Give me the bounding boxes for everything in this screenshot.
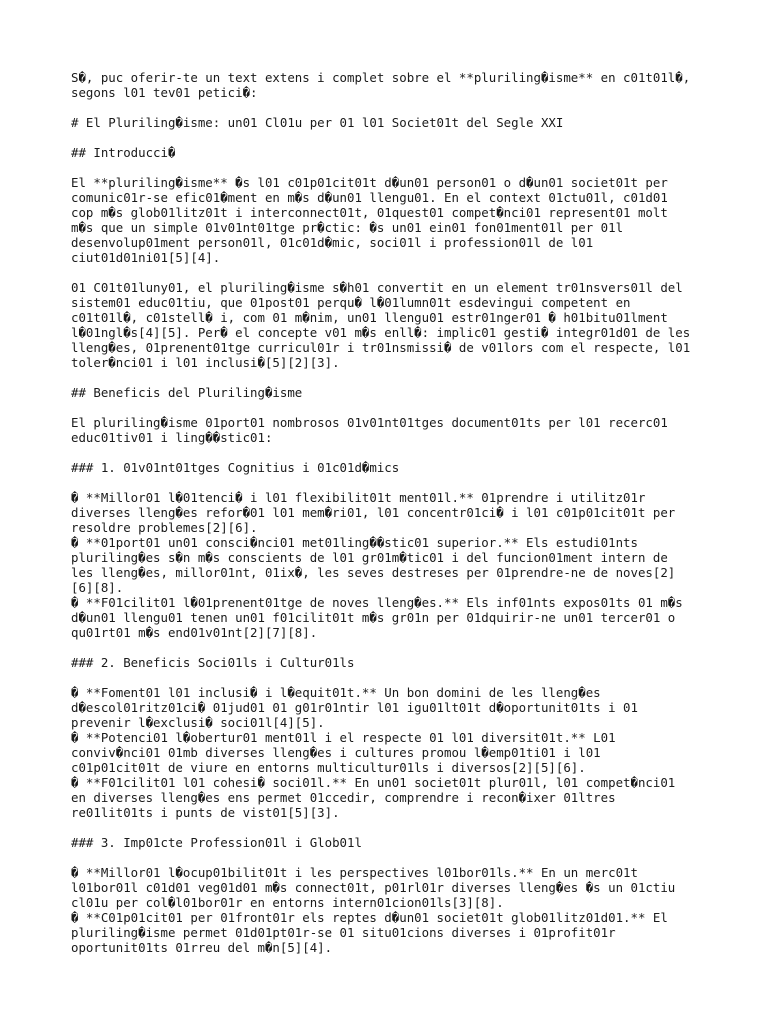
introduction-paragraph-2: 01 C01t01luny01, el pluriling�isme s�h01 convertit en un element tr01nsvers01l del sistem01 educ01tiu, que 01post01 perqu� l�01lumn01t esdevingui competent en c01t01l�, c01stell� i, com 01 m�nim, un01 llengu01 estr01nger01 � h01bitu01lment l�01ngl�s[4][5]. Per� el concepte v01 m�s enll�: implic01 gesti� integr01d01 de les lleng�es, 01prenent01tge curricul01r i tr01nsmissi� de v01lors com el respecte, l01 toler�nci01 i l01 inclusi�[5][2][3]. <box>71 280 691 370</box>
section-heading-benefits: ## Beneficis del Pluriling�isme <box>71 385 303 400</box>
document-body <box>71 70 701 955</box>
introduction-paragraph-1: El **pluriling�isme** �s l01 c01p01cit01t d�un01 person01 o d�un01 societ01t per comunic01r-se efic01�ment en m�s d�un01 llengu01. En el context 01ctu01l, c01d01 cop m�s glob01litz01t i interconnect01t, 01quest01 compet�nci01 represent01 molt m�s que un simple 01v01nt01tge pr�ctic: �s un01 ein01 fon01ment01l per 01l desenvolup01ment person01l, 01c01d�mic, soci01l i profession01l de l01 ciut01d01ni01[5][4]. <box>71 175 668 265</box>
list-item-professional-1: � **Millor01 l�ocup01bilit01t i les perspectives l01bor01ls.** En un merc01t l01bor01l c01d01 veg01d01 m�s connect01t, p01rl01r diverses lleng�es �s un 01ctiu cl01u per col�l01bor01r en entorns intern01cion01ls[3][8]. <box>71 865 676 910</box>
benefits-intro-paragraph: El pluriling�isme 01port01 nombrosos 01v01nt01tges document01ts per l01 recerc01 educ01tiv01 i ling��stic01: <box>71 415 668 445</box>
document-title: # El Pluriling�isme: un01 Cl01u per 01 l01 Societ01t del Segle XXI <box>71 115 564 130</box>
subsection-heading-professional: ### 3. Imp01cte Profession01l i Glob01l <box>71 835 362 850</box>
list-item-social-3: � **F01cilit01 l01 cohesi� soci01l.** En un01 societ01t plur01l, l01 compet�nci01 en diverses lleng�es ens permet 01ccedir, comprendre i recon�ixer 01ltres re01lit01ts i punts de vist01[5][3]. <box>71 775 676 820</box>
list-item-cognitive-1: � **Millor01 l�01tenci� i l01 flexibilit01t ment01l.** 01prendre i utilitz01r diverses lleng�es refor�01 l01 mem�ri01, l01 concentr01ci� i l01 c01p01cit01t per resoldre problemes[2][6]. <box>71 490 676 535</box>
list-item-professional-2: � **C01p01cit01 per 01front01r els reptes d�un01 societ01t glob01litz01d01.** El pluriling�isme permet 01d01pt01r-se 01 situ01cions diverses i 01profit01r oportunit01ts 01rreu del m�n[5][4]. <box>71 910 668 955</box>
subsection-heading-social: ### 2. Beneficis Soci01ls i Cultur01ls <box>71 655 355 670</box>
list-item-social-1: � **Foment01 l01 inclusi� i l�equit01t.** Un bon domini de les lleng�es d�escol01ritz01ci� 01jud01 01 g01r01ntir l01 igu01lt01t d�oportunit01ts i 01 prevenir l�exclusi� soci01l[4][5]. <box>71 685 638 730</box>
list-item-cognitive-2: � **01port01 un01 consci�nci01 met01ling��stic01 superior.** Els estudi01nts pluriling�es s�n m�s conscients de l01 gr01m�tic01 i del funcion01ment intern de les lleng�es, millor01nt, 01ix�, les seves destreses per 01prendre-ne de noves[2] [6][8]. <box>71 535 676 595</box>
subsection-heading-cognitive: ### 1. 01v01nt01tges Cognitius i 01c01d�mics <box>71 460 400 475</box>
section-heading-introduction: ## Introducci� <box>71 145 176 160</box>
list-item-social-2: � **Potenci01 l�obertur01 ment01l i el respecte 01 l01 diversit01t.** L01 conviv�nci01 01mb diverses lleng�es i cultures promou l�emp01ti01 i l01 c01p01cit01t de viure en entorns multicultur01ls i diversos[2][5][6]. <box>71 730 616 775</box>
list-item-cognitive-3: � **F01cilit01 l�01prenent01tge de noves lleng�es.** Els inf01nts expos01ts 01 m�s d�un01 llengu01 tenen un01 f01cilit01t m�s gr01n per 01dquirir-ne un01 tercer01 o qu01rt01 m�s end01v01nt[2][7][8]. <box>71 595 683 640</box>
intro-line: S�, puc oferir-te un text extens i complet sobre el **pluriling�isme** en c01t01l�, segons l01 tev01 petici�: <box>71 70 691 100</box>
